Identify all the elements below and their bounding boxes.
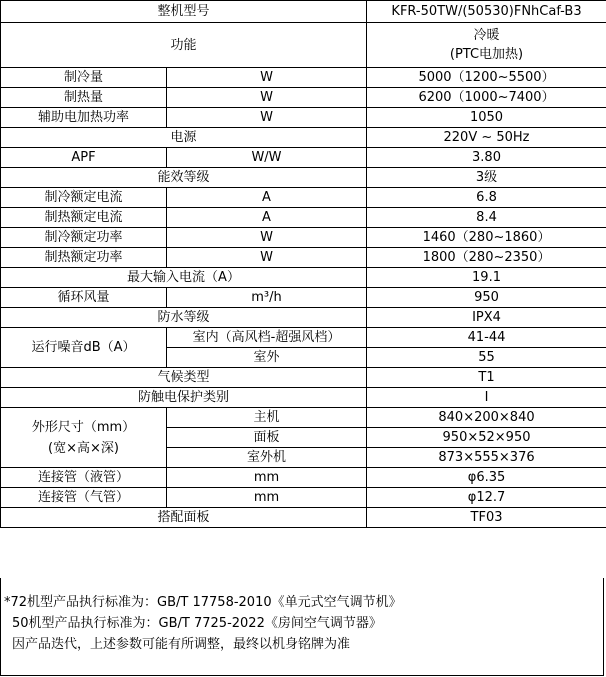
liquid-pipe-unit: mm — [167, 468, 367, 488]
cooling-current-unit: A — [167, 188, 367, 208]
efficiency-grade-value: 3级 — [367, 168, 606, 188]
cooling-capacity-unit: W — [167, 68, 367, 88]
table-row — [1, 308, 606, 328]
table-row — [1, 368, 606, 388]
cooling-power-unit: W — [167, 228, 367, 248]
cooling-capacity-label: 制冷量 — [1, 68, 167, 88]
cooling-capacity-value: 5000（1200~5500） — [367, 68, 606, 88]
note-standard-50: 50机型产品执行标准为：GB/T 7725-2022《房间空气调节器》 — [12, 616, 382, 631]
note-standard-72: *72机型产品执行标准为：GB/T 17758-2010《单元式空气调节机》 — [4, 595, 402, 610]
heating-capacity-unit: W — [167, 88, 367, 108]
heating-current-value: 8.4 — [367, 208, 606, 228]
function-value — [367, 23, 606, 68]
liquid-pipe-value: φ6.35 — [367, 468, 606, 488]
table-row — [1, 208, 606, 228]
apf-label: APF — [1, 148, 167, 168]
table-row — [1, 148, 606, 168]
dimensions-panel-value: 950×52×950 — [367, 428, 606, 448]
power-supply-value: 220V ~ 50Hz — [367, 128, 606, 148]
note-disclaimer: 因产品迭代，上述参数可能有所调整，最终以机身铭牌为准 — [12, 637, 351, 652]
table-row — [1, 188, 606, 208]
climate-type-value: T1 — [367, 368, 606, 388]
noise-label: 运行噪音dB（A） — [1, 328, 167, 368]
noise-outdoor-label: 室外 — [167, 348, 367, 368]
dimensions-label-line1: 外形尺寸（mm） — [31, 419, 136, 435]
heating-power-value: 1800（280~2350） — [367, 248, 606, 268]
dimensions-panel-label: 面板 — [167, 428, 367, 448]
model-value: KFR-50TW/(50530)FNhCaf-B3 — [367, 1, 606, 23]
function-value-line2: (PTC电加热) — [449, 47, 524, 62]
aux-heat-power-unit: W — [167, 108, 367, 128]
noise-indoor-value: 41-44 — [367, 328, 606, 348]
apf-unit: W/W — [167, 148, 367, 168]
table-row — [1, 23, 606, 68]
cooling-power-label: 制冷额定功率 — [1, 228, 167, 248]
max-input-current-label: 最大输入电流（A） — [1, 268, 367, 288]
gas-pipe-label: 连接管（气管） — [1, 488, 167, 508]
function-value-line1: 冷暖 — [473, 28, 500, 43]
heating-capacity-value: 6200（1000~7400） — [367, 88, 606, 108]
model-label: 整机型号 — [1, 1, 367, 23]
table-row — [1, 508, 606, 528]
dimensions-label-line2: (宽×高×深) — [48, 440, 119, 456]
heating-power-unit: W — [167, 248, 367, 268]
heating-power-label: 制热额定功率 — [1, 248, 167, 268]
dimensions-label — [1, 408, 167, 468]
table-row — [1, 88, 606, 108]
function-label: 功能 — [1, 23, 367, 68]
shock-protection-label: 防触电保护类别 — [1, 388, 367, 408]
heating-capacity-label: 制热量 — [1, 88, 167, 108]
dimensions-outdoor-value: 873×555×376 — [367, 448, 606, 468]
cooling-power-value: 1460（280~1860） — [367, 228, 606, 248]
heating-current-unit: A — [167, 208, 367, 228]
cooling-current-label: 制冷额定电流 — [1, 188, 167, 208]
gas-pipe-unit: mm — [167, 488, 367, 508]
dimensions-main-unit-label: 主机 — [167, 408, 367, 428]
max-input-current-value: 19.1 — [367, 268, 606, 288]
panel-model-label: 搭配面板 — [1, 508, 367, 528]
table-row — [1, 408, 606, 428]
cooling-current-value: 6.8 — [367, 188, 606, 208]
aux-heat-power-label: 辅助电加热功率 — [1, 108, 167, 128]
airflow-label: 循环风量 — [1, 288, 167, 308]
dimensions-outdoor-label: 室外机 — [167, 448, 367, 468]
panel-model-value: TF03 — [367, 508, 606, 528]
table-row — [1, 168, 606, 188]
table-row — [1, 328, 606, 348]
table-row — [1, 388, 606, 408]
shock-protection-value: I — [367, 388, 606, 408]
table-row — [1, 108, 606, 128]
table-row — [1, 228, 606, 248]
airflow-unit: m³/h — [167, 288, 367, 308]
gas-pipe-value: φ12.7 — [367, 488, 606, 508]
dimensions-main-unit-value: 840×200×840 — [367, 408, 606, 428]
table-row — [1, 468, 606, 488]
table-row — [1, 248, 606, 268]
power-supply-label: 电源 — [1, 128, 367, 148]
efficiency-grade-label: 能效等级 — [1, 168, 367, 188]
table-row — [1, 288, 606, 308]
heating-current-label: 制热额定电流 — [1, 208, 167, 228]
table-row — [1, 68, 606, 88]
aux-heat-power-value: 1050 — [367, 108, 606, 128]
climate-type-label: 气候类型 — [1, 368, 367, 388]
waterproof-grade-value: IPX4 — [367, 308, 606, 328]
airflow-value: 950 — [367, 288, 606, 308]
notes-box — [0, 578, 604, 676]
apf-value: 3.80 — [367, 148, 606, 168]
table-row — [1, 128, 606, 148]
table-row — [1, 1, 606, 23]
table-row — [1, 268, 606, 288]
liquid-pipe-label: 连接管（液管） — [1, 468, 167, 488]
table-row — [1, 488, 606, 508]
noise-outdoor-value: 55 — [367, 348, 606, 368]
waterproof-grade-label: 防水等级 — [1, 308, 367, 328]
noise-indoor-label: 室内（高风档-超强风档） — [167, 328, 367, 348]
